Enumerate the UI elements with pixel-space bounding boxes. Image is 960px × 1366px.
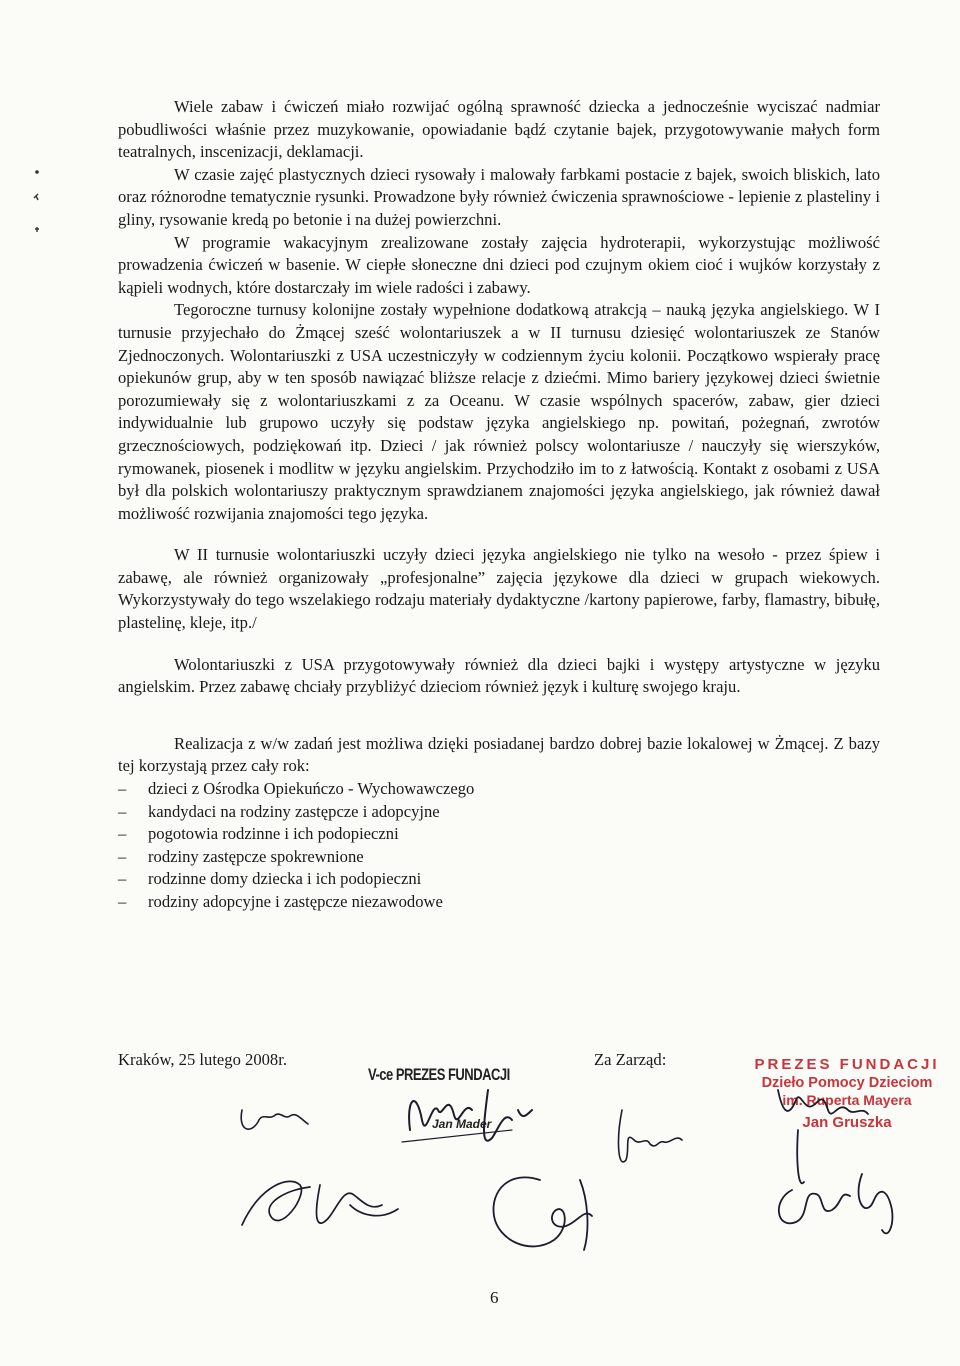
list-item: – kandydaci na rodziny zastępcze i adopcyjne <box>118 801 880 824</box>
signature-7 <box>762 1160 912 1250</box>
paragraph-2: W czasie zajęć plastycznych dzieci rysowały i malowały farbkami postacie z bajek, swoich bliskich, lato oraz różnorodne tematycznie rysunki. Prowadzone były również ćwiczenia sprawnościowe - lepienie z plasteliny i gliny, rysowanie kredą po betonie i na dużej powierzchni. <box>118 164 880 229</box>
vice-president-stamp: V-ce PREZES FUNDACJI <box>368 1065 510 1084</box>
signature-6 <box>470 1160 610 1270</box>
foundation-stamp-name: Dzieło Pomocy Dzieciom <box>761 1075 933 1091</box>
place-date: Kraków, 25 lutego 2008r. <box>118 1050 287 1069</box>
paragraph-6: Wolontariuszki z USA przygotowywały również dla dzieci bajki i występy artystyczne w języku angielskim. Przez zabawę chciały przybliżyć dzieciom również język i kulturę swojego kraju. <box>118 654 880 697</box>
list-item: – rodziny zastępcze spokrewnione <box>118 846 880 869</box>
page-number: 6 <box>490 1288 499 1307</box>
paragraph-1: Wiele zabaw i ćwiczeń miało rozwijać ogólną sprawność dziecka a jednocześnie wyciszać nadmiar pobudliwości właśnie przez muzykowanie, opowiadanie bądź czytanie bajek, przygotowywanie małych form teatralnych, inscenizacji, deklamacji. <box>118 97 880 162</box>
foundation-stamp-title: PREZES FUNDACJI <box>754 1056 940 1073</box>
list-item: – rodziny adopcyjne i zastępcze niezawodowe <box>118 891 880 914</box>
facility-users-list <box>118 778 880 914</box>
board-label: Za Zarząd: <box>594 1050 667 1069</box>
signature-3 <box>610 1100 700 1190</box>
signature-5 <box>230 1165 410 1245</box>
foundation-stamp-patron: im. Ruperta Mayera <box>782 1092 912 1108</box>
foundation-stamp-person: Jan Gruszka <box>802 1114 892 1131</box>
paragraph-4: Tegoroczne turnusy kolonijne zostały wypełnione dodatkową atrakcją – nauką języka angielskiego. W I turnusie przyjechało do Żmącej sześć wolontariuszek a w II turnusu dziesięć wolontariuszek ze Stanów Zjednoczonych. Wolontariuszki z USA uczestniczyły w codziennym życiu kolonii. Początkowo wspierały pracę opiekunów grup, aby w ten sposób nawiązać bliższe relacje z dziećmi. Mimo bariery językowej dzieci świetnie porozumiewały się z wolontariuszkami z za Oceanu. W czasie wspólnych spacerów, zabaw, gier dzieci indywidualnie lub grupowo uczyły się podstaw języka angielskiego np. powitań, pożegnań, zwrotów grzecznościowych, podziękowań itp. Dzieci / jak również polscy wolontariusze / nauczyły się wierszyków, rymowanek, piosenek i modlitw w języku angielskim. Przychodziło im to z łatwością. Kontakt z osobami z USA był dla polskich wolontariuszy praktycznym sprawdzianem znajomości języka angielskiego, jak również dawał możliwość rozwijania znajomości tego języka. <box>118 300 880 523</box>
paragraph-5: W II turnusie wolontariuszki uczyły dzieci języka angielskiego nie tylko na wesoło - przez śpiew i zabawę, ale również organizowały „profesjonalne” zajęcia językowe dla dzieci w grupach wiekowych. Wykorzystywały do tego wszelakiego rodzaju materiały dydaktyczne /kartony papierowe, farby, flamastry, bibułę, plastelinę, kleje, itp./ <box>118 545 880 633</box>
body-text <box>118 96 880 914</box>
list-item: – dzieci z Ośrodka Opiekuńczo - Wychowawczego <box>118 778 880 801</box>
paragraph-7: Realizacja z w/w zadań jest możliwa dzięki posiadanej bardzo dobrej bazie lokalowej w Żmącej. Z bazy tej korzystają przez cały rok: <box>118 733 880 776</box>
list-item: – rodzinne domy dziecka i ich podopieczni <box>118 868 880 891</box>
vice-president-stamp-name: Jan Mader <box>432 1117 492 1131</box>
signature-2 <box>392 1080 552 1160</box>
paragraph-3: W programie wakacyjnym zrealizowane zostały zajęcia hydroterapii, wykorzystując możliwość prowadzenia ćwiczeń w basenie. W ciepłe słoneczne dni dzieci pod czujnym okiem cioć i wujków korzystały z kąpieli wodnych, które dostarczały im wiele radości i zabawy. <box>118 232 880 297</box>
list-item: – pogotowia rodzinne i ich podopieczni <box>118 823 880 846</box>
margin-marks <box>0 0 60 260</box>
signature-1 <box>228 1090 318 1140</box>
